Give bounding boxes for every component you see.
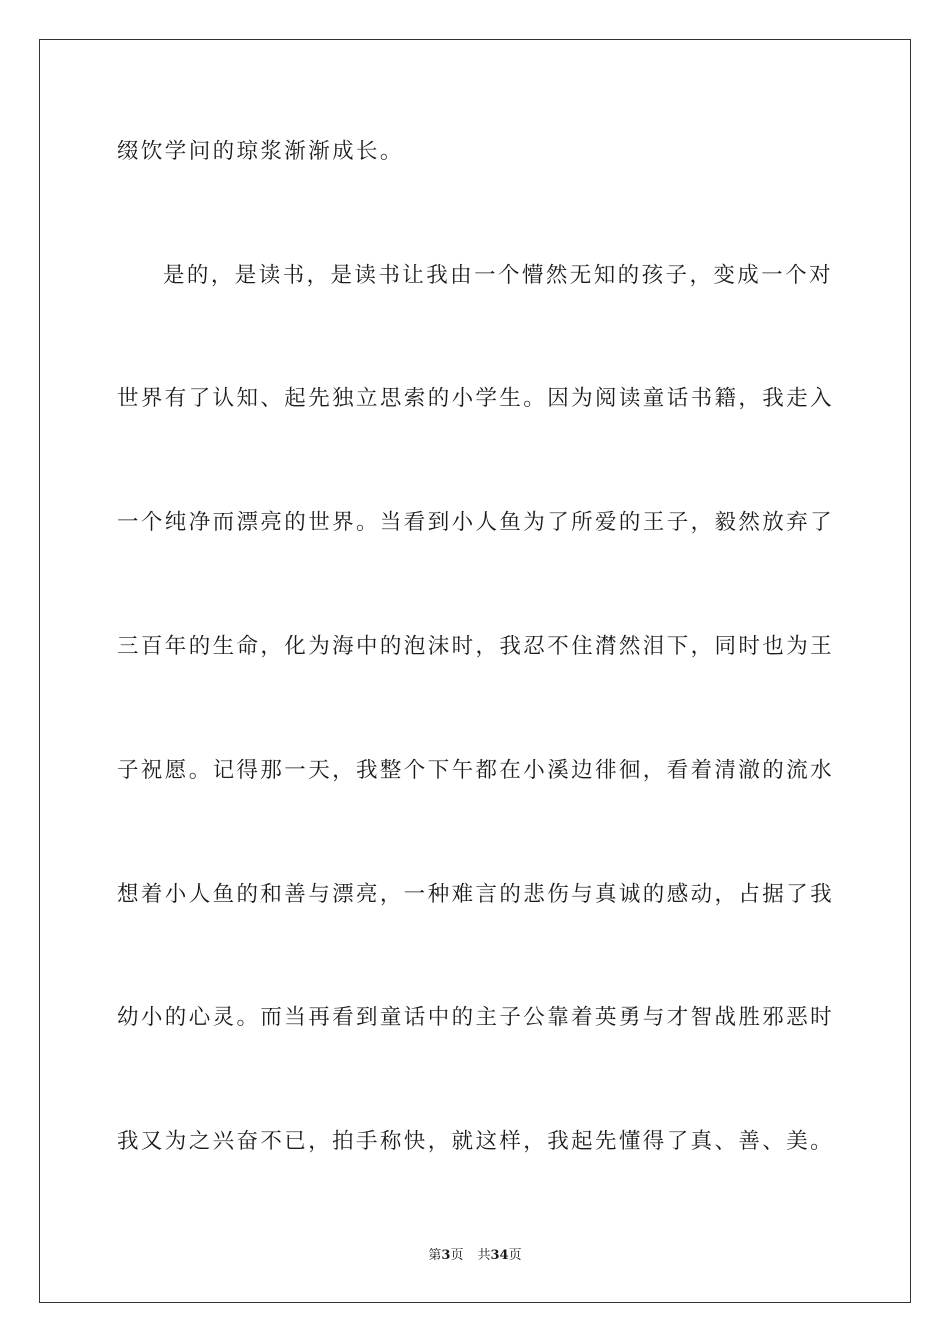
page-suffix: 页: [450, 1248, 464, 1263]
paragraph-line-9: 我又为之兴奋不已，拍手称快，就这样，我起先懂得了真、善、美。: [117, 1129, 835, 1154]
page-footer: [0, 1247, 950, 1265]
paragraph-line-3: 世界有了认知、起先独立思索的小学生。因为阅读童话书籍，我走入: [117, 386, 835, 411]
paragraph-line-6: 子祝愿。记得那一天，我整个下午都在小溪边徘徊，看着清澈的流水: [117, 758, 835, 783]
page-number: 3: [441, 1248, 451, 1263]
paragraph-line-7: 想着小人鱼的和善与漂亮，一种难言的悲伤与真诚的感动，占据了我: [117, 882, 835, 907]
page-border: [39, 39, 911, 1303]
paragraph-line-5: 三百年的生命，化为海中的泡沫时，我忍不住潸然泪下，同时也为王: [117, 634, 835, 659]
total-pages: 34: [490, 1248, 509, 1263]
paragraph-line-2: 是的，是读书，是读书让我由一个懵然无知的孩子，变成一个对: [163, 263, 833, 288]
total-suffix: 页: [508, 1248, 522, 1263]
page-prefix: 第: [428, 1248, 442, 1263]
paragraph-line-4: 一个纯净而漂亮的世界。当看到小人鱼为了所爱的王子，毅然放弃了: [117, 510, 835, 535]
total-prefix: 共: [477, 1248, 491, 1263]
paragraph-line-1: 缀饮学问的琼浆渐渐成长。: [117, 139, 404, 164]
paragraph-line-8: 幼小的心灵。而当再看到童话中的主子公靠着英勇与才智战胜邪恶时: [117, 1005, 835, 1030]
